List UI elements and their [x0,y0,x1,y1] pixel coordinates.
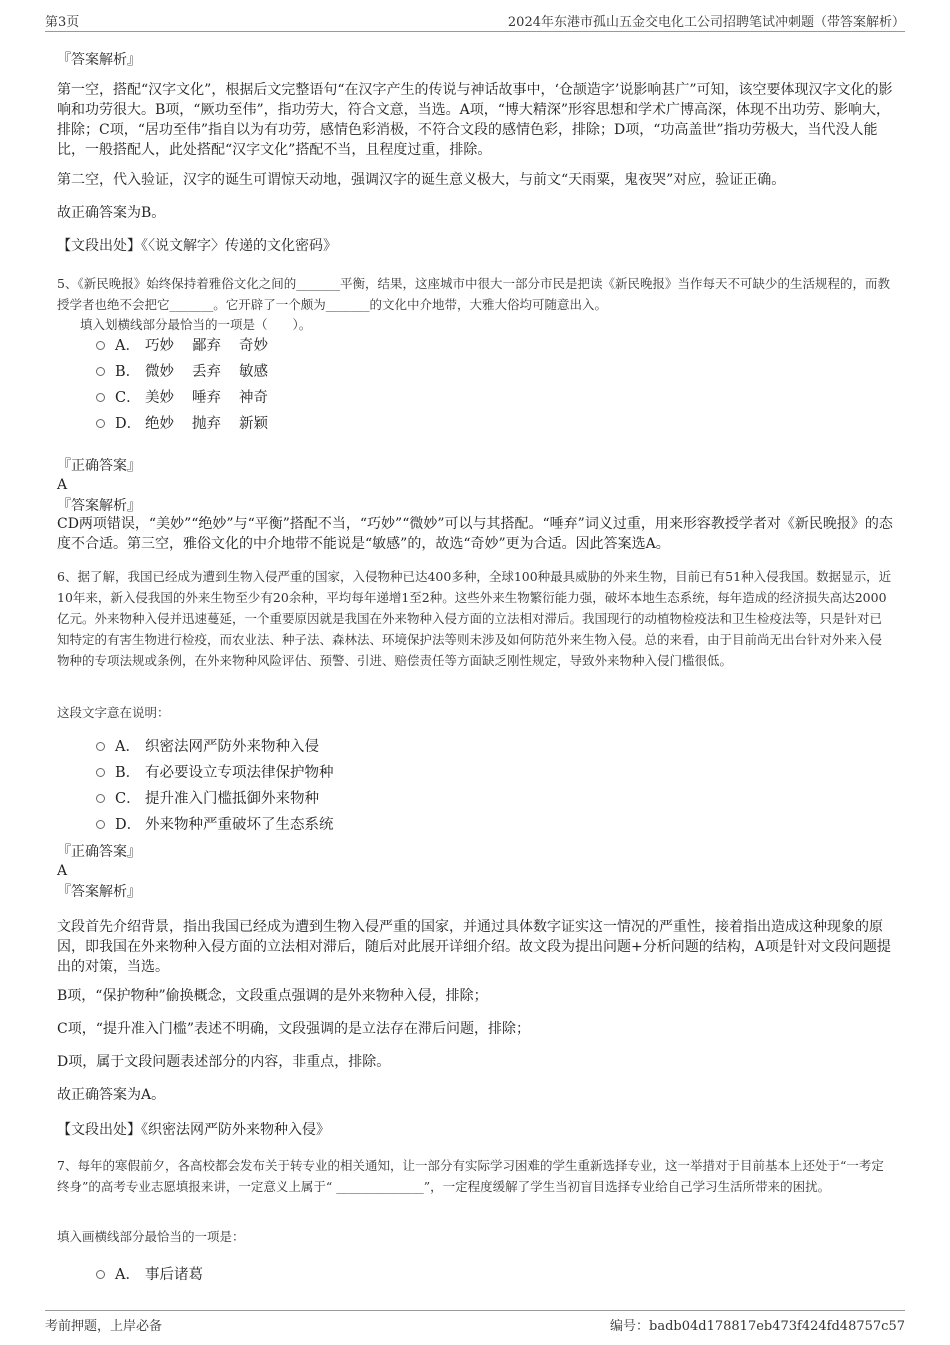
q5-analysis-label: 『答案解析』 [57,498,141,514]
radio-icon[interactable] [96,341,105,350]
q5-prompt: 填入划横线部分最恰当的一项是（ ）。 [80,317,312,332]
footer-slogan: 考前押题，上岸必备 [45,1319,163,1334]
document-id: 编号：badb04d178817eb473f424fd48757c57 [610,1319,905,1334]
q5-answer: A [57,477,68,493]
q6-option-b[interactable]: B． 有必要设立专项法律保护物种 [96,762,334,784]
q6-analysis-label: 『答案解析』 [57,884,141,900]
q5-stem: 5、《新民晚报》始终保持着雅俗文化之间的_______平衡，结果，这座城市中很大一部分市民是把读《新民晚报》当作每天不可缺少的生活规程的，而教授学者也绝不会把它_______。它开辟了一个颇为_______的文化中介地带，大雅大俗均可随意出入。 [57,276,890,312]
q5-correct-label: 『正确答案』 [57,458,141,474]
radio-icon[interactable] [96,393,105,402]
q5-analysis: CD两项错误，“美妙”“绝妙”与“平衡”搭配不当，“巧妙”“微妙”可以与其搭配。“唾弃”词义过重，用来形容教授学者对《新民晚报》的态度不合适。第三空，雅俗文化的中介地带不能说是“敏感”的，故选“奇妙”更为合适。因此答案选A。 [57,516,893,552]
q4-analysis-para2: 第二空，代入验证，汉字的诞生可谓惊天动地，强调汉字的诞生意义极大，与前文“天雨粟，鬼夜哭”对应，验证正确。 [57,172,786,188]
q6-analysis-para2: B项，“保护物种”偷换概念，文段重点强调的是外来物种入侵，排除； [57,988,488,1004]
radio-icon[interactable] [96,820,105,829]
q7-prompt: 填入画横线部分最恰当的一项是： [57,1229,245,1244]
radio-icon[interactable] [96,794,105,803]
radio-icon[interactable] [96,419,105,428]
q6-stem: 6、据了解，我国已经成为遭到生物入侵严重的国家，入侵物种已达400多种，全球100种最具威胁的外来生物，目前已有51种入侵我国。数据显示，近10年来，新入侵我国的外来生物至少有20余种，平均每年递增1至2种。这些外来生物繁衍能力强，破坏本地生态系统，每年造成的经济损失高达2000亿元。外来物种入侵并迅速蔓延，一个重要原因就是我国在外来物种入侵方面的立法相对滞后。我国现行的动植物检疫法和卫生检疫法等，只是针对已知特定的有害生物进行检疫，而农业法、种子法、森林法、环境保护法等则未涉及如何防范外来生物入侵。总的来看，由于目前尚无出台针对外来入侵物种的专项法规或条例，在外来物种风险评估、预警、引进、赔偿责任等方面缺乏刚性规定，导致外来物种入侵门槛很低。 [57,569,892,668]
q5-option-c[interactable]: C． 美妙 唾弃 神奇 [96,387,286,409]
q6-analysis-para3: C项，“提升准入门槛”表述不明确，文段强调的是立法存在滞后问题，排除； [57,1021,531,1037]
q6-source: 【文段出处】《织密法网严防外来物种入侵》 [57,1122,330,1138]
radio-icon[interactable] [96,1270,105,1279]
radio-icon[interactable] [96,768,105,777]
q6-option-a[interactable]: A． 织密法网严防外来物种入侵 [96,736,319,758]
q4-source: 【文段出处】《〈说文解字〉传递的文化密码》 [57,238,337,254]
q5-option-a[interactable]: A． 巧妙 鄙弃 奇妙 [96,335,286,357]
q6-prompt: 这段文字意在说明： [57,705,170,720]
q4-analysis-para3: 故正确答案为B。 [57,205,166,221]
q4-analysis-label: 『答案解析』 [57,52,141,68]
q7-stem: 7、每年的寒假前夕，各高校都会发布关于转专业的相关通知，让一部分有实际学习困难的学生重新选择专业，这一举措对于目前基本上还处于“一考定终身”的高考专业志愿填报来讲，一定意义上属于“ ______________”，一定程度缓解了学生当初盲目选择专业给自己学习生活所带来的困扰。 [57,1158,884,1194]
q6-option-d[interactable]: D． 外来物种严重破坏了生态系统 [96,814,334,836]
q6-analysis-para5: 故正确答案为A。 [57,1087,166,1103]
q6-analysis-para1: 文段首先介绍背景，指出我国已经成为遭到生物入侵严重的国家，并通过具体数字证实这一情况的严重性，接着指出造成这种现象的原因，即我国在外来物种入侵方面的立法相对滞后，随后对此展开详细介绍。故文段为提出问题+分析问题的结构，A项是针对文段问题提出的对策，当选。 [57,919,891,975]
q7-option-a[interactable]: A． 事后诸葛 [96,1264,203,1286]
q6-option-c[interactable]: C． 提升准入门槛抵御外来物种 [96,788,319,810]
q6-answer: A [57,863,68,879]
page-number: 第3页 [45,15,80,30]
q6-analysis-para4: D项，属于文段问题表述部分的内容，非重点，排除。 [57,1054,391,1070]
q5-option-b[interactable]: B． 微妙 丢弃 敏感 [96,361,286,383]
radio-icon[interactable] [96,367,105,376]
q5-option-d[interactable]: D． 绝妙 抛弃 新颖 [96,413,286,435]
page-footer [45,1310,905,1333]
radio-icon[interactable] [96,742,105,751]
page-header [45,11,905,32]
document-title: 2024年东港市孤山五金交电化工公司招聘笔试冲刺题（带答案解析） [507,15,905,30]
q6-correct-label: 『正确答案』 [57,844,141,860]
q4-analysis-para1: 第一空，搭配“汉字文化”，根据后文完整语句“在汉字产生的传说与神话故事中，‘仓颉造字’说影响甚广”可知，该空要体现汉字文化的影响和功劳很大。B项，“厥功至伟”，指功劳大，符合文意，当选。A项，“博大精深”形容思想和学术广博高深，体现不出功劳、影响大，排除；C项，“居功至伟”指自以为有功劳，感情色彩消极，不符合文段的感情色彩，排除；D项，“功高盖世”指功劳极大，当代没人能比，一般搭配人，此处搭配“汉字文化”搭配不当，且程度过重，排除。 [57,82,893,158]
